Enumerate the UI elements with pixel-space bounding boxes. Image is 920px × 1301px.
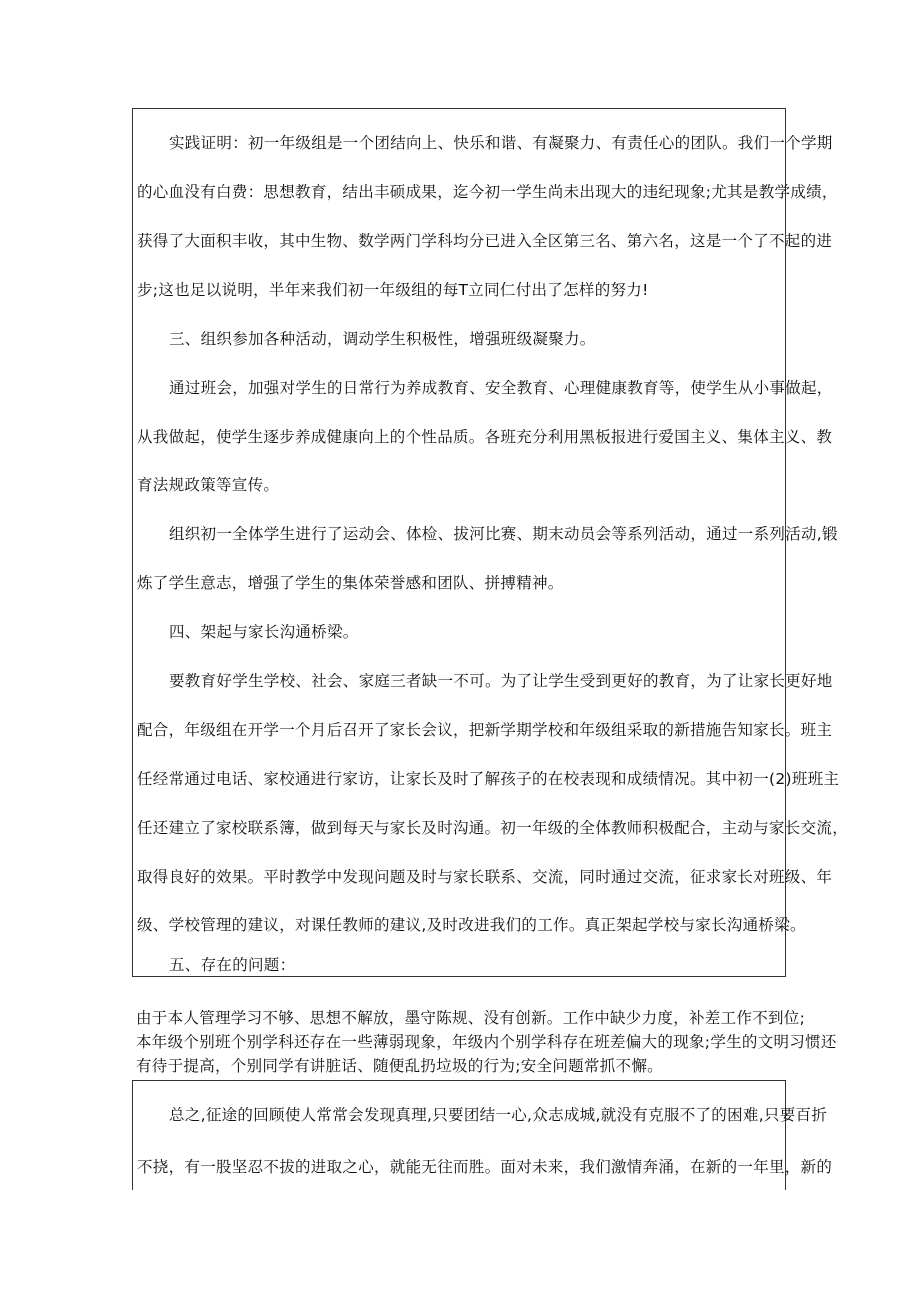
paragraph-line: 配合，年级组在开学一个月后召开了家长会议，把新学期学校和年级组采取的新措施告知家长。班主 <box>137 721 833 739</box>
paragraph-line: 获得了大面积丰收，其中生物、数学两门学科均分已进入全区第三名、第六名，这是一个了不起的进 <box>137 232 833 250</box>
paragraph-line: 任经常通过电话、家校通进行家访，让家长及时了解孩子的在校表现和成绩情况。其中初一(2)班班主 <box>137 770 840 788</box>
paragraph-line: 通过班会，加强对学生的日常行为养成教育、安全教育、心理健康教育等，使学生从小事做起， <box>169 379 833 397</box>
paragraph-line: 有待于提高，个别同学有讲脏话、随便乱扔垃圾的行为;安全问题常抓不懈。 <box>136 1057 663 1075</box>
section-heading: 五、存在的问题： <box>169 956 296 974</box>
paragraph-line: 由于本人管理学习不够、思想不解放，墨守陈规、没有创新。工作中缺少力度，补差工作不到位; <box>136 1009 806 1027</box>
paragraph-line: 的心血没有白费：思想教育，结出丰硕成果，迄今初一学生尚未出现大的违纪现象;尤其是教学成绩， <box>137 183 838 201</box>
paragraph-line: 总之,征途的回顾使人常常会发现真理,只要团结一心,众志成城,就没有克服不了的困难,只要百折 <box>169 1106 828 1124</box>
paragraph-line: 组织初一全体学生进行了运动会、体检、拔河比赛、期末动员会等系列活动，通过一系列活动,锻 <box>169 525 838 543</box>
paragraph-line: 育法规政策等宣传。 <box>137 476 280 494</box>
paragraph-line: 不挠，有一股坚忍不拔的进取之心，就能无往而胜。面对未来，我们激情奔涌，在新的一年里，新的 <box>137 1158 833 1176</box>
paragraph-line: 取得良好的效果。平时教学中发现问题及时与家长联系、交流，同时通过交流，征求家长对班级、年 <box>137 868 833 886</box>
section-heading: 四、架起与家长沟通桥梁。 <box>169 623 359 641</box>
paragraph-line: 级、学校管理的建议，对课任教师的建议,及时改进我们的工作。真正架起学校与家长沟通桥梁。 <box>137 916 806 934</box>
text-box-main <box>132 108 849 977</box>
paragraph-line: 任还建立了家校联系簿，做到每天与家长及时沟通。初一年级的全体教师积极配合，主动与家长交流， <box>137 819 849 837</box>
section-heading: 三、组织参加各种活动，调动学生积极性，增强班级凝聚力。 <box>169 330 596 348</box>
paragraph-line: 炼了学生意志，增强了学生的集体荣誉感和团队、拼搏精神。 <box>137 574 564 592</box>
paragraph-line: 本年级个别班个别学科还存在一些薄弱现象，年级内个别学科存在班差偏大的现象;学生的文明习惯还 <box>136 1033 837 1051</box>
text-box-conclusion <box>132 1080 833 1190</box>
paragraph-line: 要教育好学生学校、社会、家庭三者缺一不可。为了让学生受到更好的教育，为了让家长更好地 <box>169 672 833 690</box>
paragraph-line: 从我做起，使学生逐步养成健康向上的个性品质。各班充分利用黑板报进行爱国主义、集体主义、教 <box>137 428 833 446</box>
paragraph-line: 实践证明：初一年级组是一个团结向上、快乐和谐、有凝聚力、有责任心的团队。我们一个学期 <box>169 134 833 152</box>
paragraph-line: 步;这也足以说明，半年来我们初一年级组的每T立同仁付出了怎样的努力! <box>137 281 649 299</box>
